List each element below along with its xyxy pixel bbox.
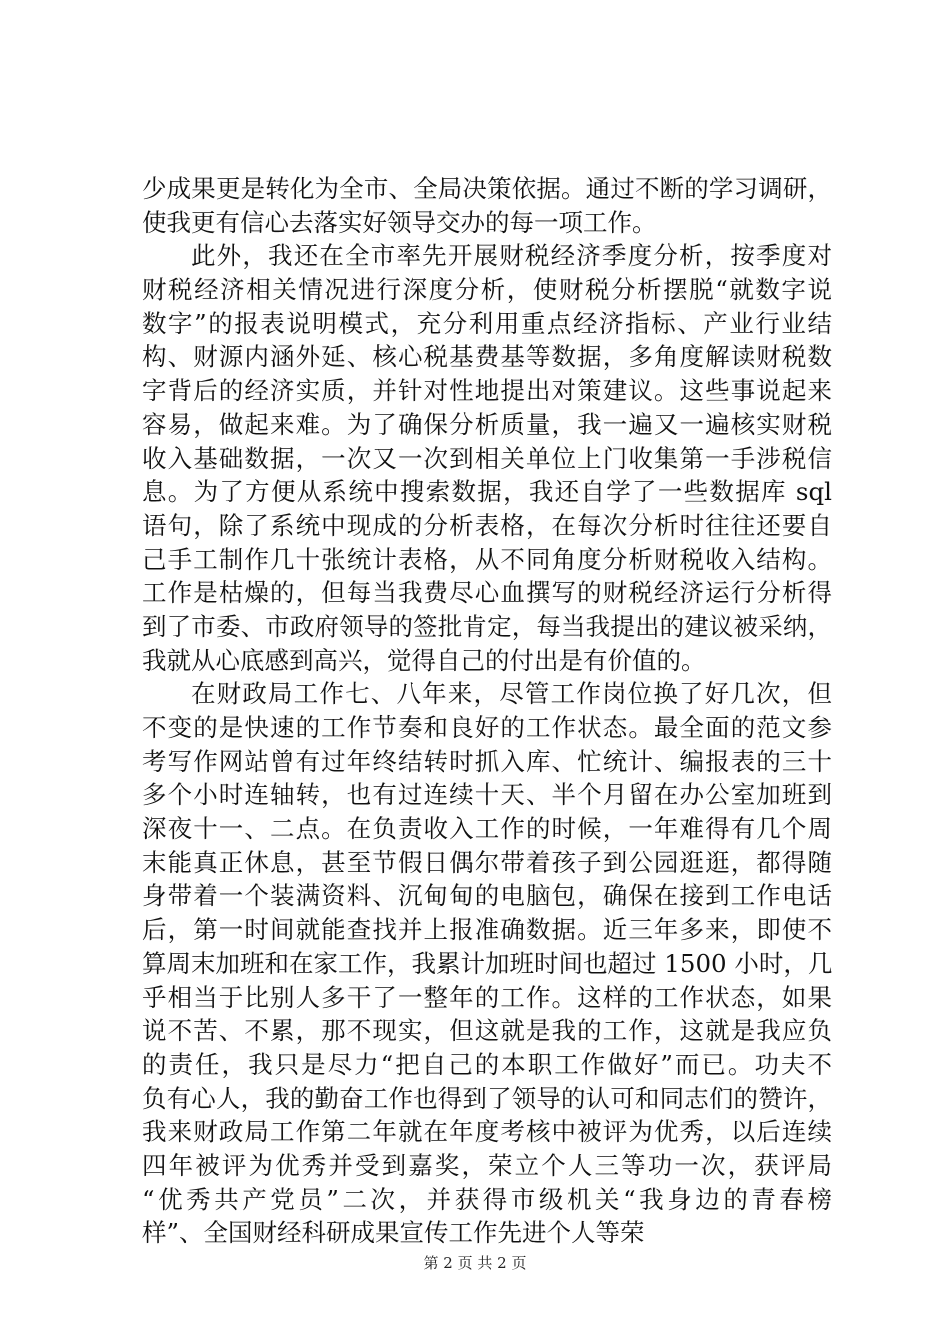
text-line: 的责任，我只是尽力“把自己的本职工作做好”而已。功夫不 xyxy=(142,1049,832,1079)
text-line: 在财政局工作七、八年来，尽管工作岗位换了好几次，但 xyxy=(191,679,832,709)
text-line: 此外，我还在全市率先开展财税经济季度分析，按季度对 xyxy=(191,241,832,271)
text-line: 数字”的报表说明模式，充分利用重点经济指标、产业行业结 xyxy=(142,308,832,338)
text-line: 工作是枯燥的，但每当我费尽心血撰写的财税经济运行分析得 xyxy=(142,578,832,608)
text-line: 己手工制作几十张统计表格，从不同角度分析财税收入结构。 xyxy=(142,544,832,574)
text-line: 使我更有信心去落实好领导交办的每一项工作。 xyxy=(142,207,657,237)
text-line: 容易，做起来难。为了确保分析质量，我一遍又一遍核实财税 xyxy=(142,409,832,439)
text-line: 不变的是快速的工作节奏和良好的工作状态。最全面的范文参 xyxy=(142,713,832,742)
text-line: 少成果更是转化为全市、全局决策依据。通过不断的学习调研， xyxy=(142,174,832,203)
text-line: 字背后的经济实质，并针对性地提出对策建议。这些事说起来 xyxy=(142,376,832,406)
text-line: 末能真正休息，甚至节假日偶尔带着孩子到公园逛逛，都得随 xyxy=(142,847,832,877)
text-line: 语句，除了系统中现成的分析表格，在每次分析时往往还要自 xyxy=(142,510,832,540)
text-line: 我就从心底感到高兴，觉得自己的付出是有价值的。 xyxy=(142,645,706,675)
text-line: 说不苦、不累，那不现实，但这就是我的工作，这就是我应负 xyxy=(142,1016,832,1046)
text-line: 负有心人，我的勤奋工作也得到了领导的认可和同志们的赞许， xyxy=(142,1083,832,1113)
text-line: 算周末加班和在家工作，我累计加班时间也超过 1500 小时，几 xyxy=(142,948,833,978)
text-line: “优秀共产党员”二次，并获得市级机关“我身边的青春榜 xyxy=(142,1184,832,1214)
text-line: 后，第一时间就能查找并上报准确数据。近三年多来，即使不 xyxy=(142,915,832,945)
text-line: 乎相当于比别人多干了一整年的工作。这样的工作状态，如果 xyxy=(142,982,832,1012)
text-line: 息。为了方便从系统中搜索数据，我还自学了一些数据库 sql xyxy=(142,477,832,507)
text-line: 身带着一个装满资料、沉甸甸的电脑包，确保在接到工作电话 xyxy=(142,881,832,911)
text-line: 我来财政局工作第二年就在年度考核中被评为优秀，以后连续 xyxy=(142,1117,832,1147)
text-line: 四年被评为优秀并受到嘉奖，荣立个人三等功一次，获评局 xyxy=(142,1150,832,1180)
text-line: 到了市委、市政府领导的签批肯定，每当我提出的建议被采纳， xyxy=(142,611,832,641)
text-line: 多个小时连轴转，也有过连续十天、半个月留在办公室加班到 xyxy=(142,780,832,810)
text-line: 构、财源内涵外延、核心税基费基等数据，多角度解读财税数 xyxy=(142,342,832,372)
text-line: 考写作网站曾有过年终结转时抓入库、忙统计、编报表的三十 xyxy=(142,746,832,776)
text-line: 收入基础数据，一次又一次到相关单位上门收集第一手涉税信 xyxy=(142,443,832,473)
text-line: 深夜十一、二点。在负责收入工作的时候，一年难得有几个周 xyxy=(142,814,832,844)
document-body xyxy=(142,172,832,1250)
text-line: 财税经济相关情况进行深度分析，使财税分析摆脱“就数字说 xyxy=(142,275,832,305)
text-line: 样”、全国财经科研成果宣传工作先进个人等荣 xyxy=(142,1218,645,1248)
page-number-footer: 第 2 页 共 2 页 xyxy=(423,1254,527,1272)
